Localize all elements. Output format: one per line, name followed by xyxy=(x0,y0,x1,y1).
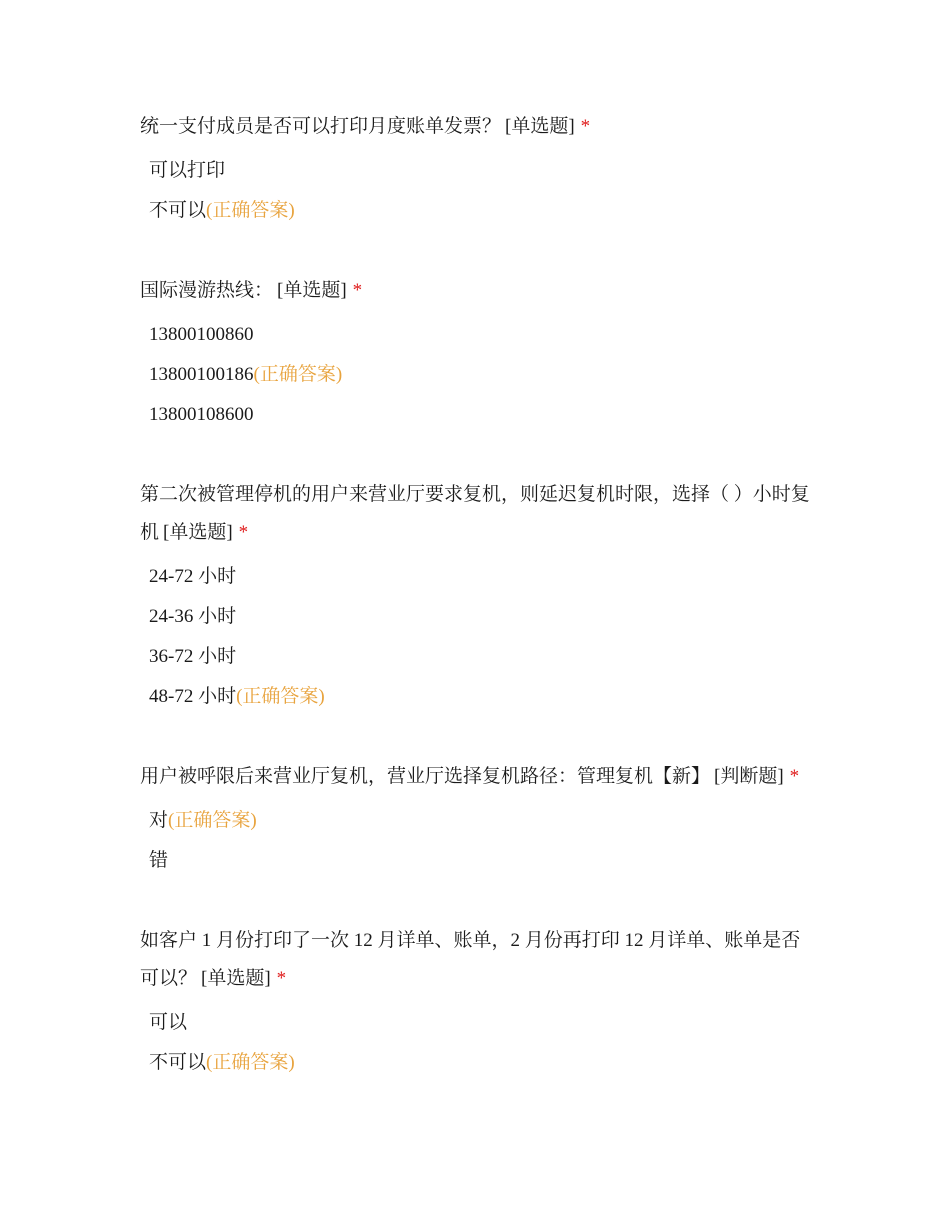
question-type: [单选题] xyxy=(505,116,575,137)
option xyxy=(140,841,810,881)
option xyxy=(140,557,810,597)
option-label: 不可以 xyxy=(149,1052,207,1073)
option-label: 24-72 小时 xyxy=(149,566,237,587)
option-label: 不可以 xyxy=(149,200,207,221)
question-4 xyxy=(140,758,810,881)
question-type: [单选题] xyxy=(201,968,271,989)
option-correct xyxy=(140,801,810,841)
option xyxy=(140,315,810,355)
required-mark: * xyxy=(580,116,591,137)
question-3 xyxy=(140,476,810,717)
option-label: 错 xyxy=(149,850,169,871)
question-title xyxy=(140,758,810,796)
option-list xyxy=(140,151,810,231)
option-label: 24-36 小时 xyxy=(149,606,237,627)
required-mark: * xyxy=(352,280,363,301)
quiz-answer-sheet xyxy=(140,108,810,1124)
option xyxy=(140,395,810,435)
option-list xyxy=(140,801,810,881)
option-label: 对 xyxy=(149,810,169,831)
correct-answer-tag: (正确答案) xyxy=(168,810,257,831)
question-text: 用户被呼限后来营业厅复机，营业厅选择复机路径：管理复机【新】 xyxy=(140,766,711,787)
option-label: 可以打印 xyxy=(149,160,226,181)
option-correct xyxy=(140,191,810,231)
question-text: 统一支付成员是否可以打印月度账单发票？ xyxy=(140,116,502,137)
question-title xyxy=(140,922,810,998)
option-list xyxy=(140,315,810,435)
option-label: 13800100186 xyxy=(149,364,254,385)
option xyxy=(140,637,810,677)
question-1 xyxy=(140,108,810,231)
option-correct xyxy=(140,677,810,717)
required-mark: * xyxy=(238,522,249,543)
correct-answer-tag: (正确答案) xyxy=(206,1052,295,1073)
question-5 xyxy=(140,922,810,1083)
correct-answer-tag: (正确答案) xyxy=(253,364,343,385)
option xyxy=(140,1003,810,1043)
option xyxy=(140,151,810,191)
option-correct xyxy=(140,355,810,395)
question-type: [单选题] xyxy=(163,522,233,543)
question-title xyxy=(140,108,810,146)
correct-answer-tag: (正确答案) xyxy=(236,686,325,707)
question-type: [判断题] xyxy=(714,766,784,787)
option xyxy=(140,597,810,637)
question-2 xyxy=(140,272,810,435)
question-text: 国际漫游热线： xyxy=(140,280,274,301)
option-label: 可以 xyxy=(149,1012,188,1033)
question-title xyxy=(140,272,810,310)
question-text: 如客户 1 月份打印了一次 12 月详单、账单，2 月份再打印 12 月详单、账单是否可以？ xyxy=(140,930,801,989)
option-label: 13800108600 xyxy=(149,404,254,425)
required-mark: * xyxy=(789,766,800,787)
question-title xyxy=(140,476,810,552)
option-label: 36-72 小时 xyxy=(149,646,237,667)
correct-answer-tag: (正确答案) xyxy=(206,200,295,221)
question-type: [单选题] xyxy=(277,280,347,301)
option-label: 48-72 小时 xyxy=(149,686,237,707)
option-list xyxy=(140,557,810,717)
required-mark: * xyxy=(276,968,287,989)
question-text: 第二次被管理停机的用户来营业厅要求复机，则延迟复机时限，选择（ ）小时复机 xyxy=(140,484,810,543)
option-label: 13800100860 xyxy=(149,324,254,345)
option-list xyxy=(140,1003,810,1083)
option-correct xyxy=(140,1043,810,1083)
